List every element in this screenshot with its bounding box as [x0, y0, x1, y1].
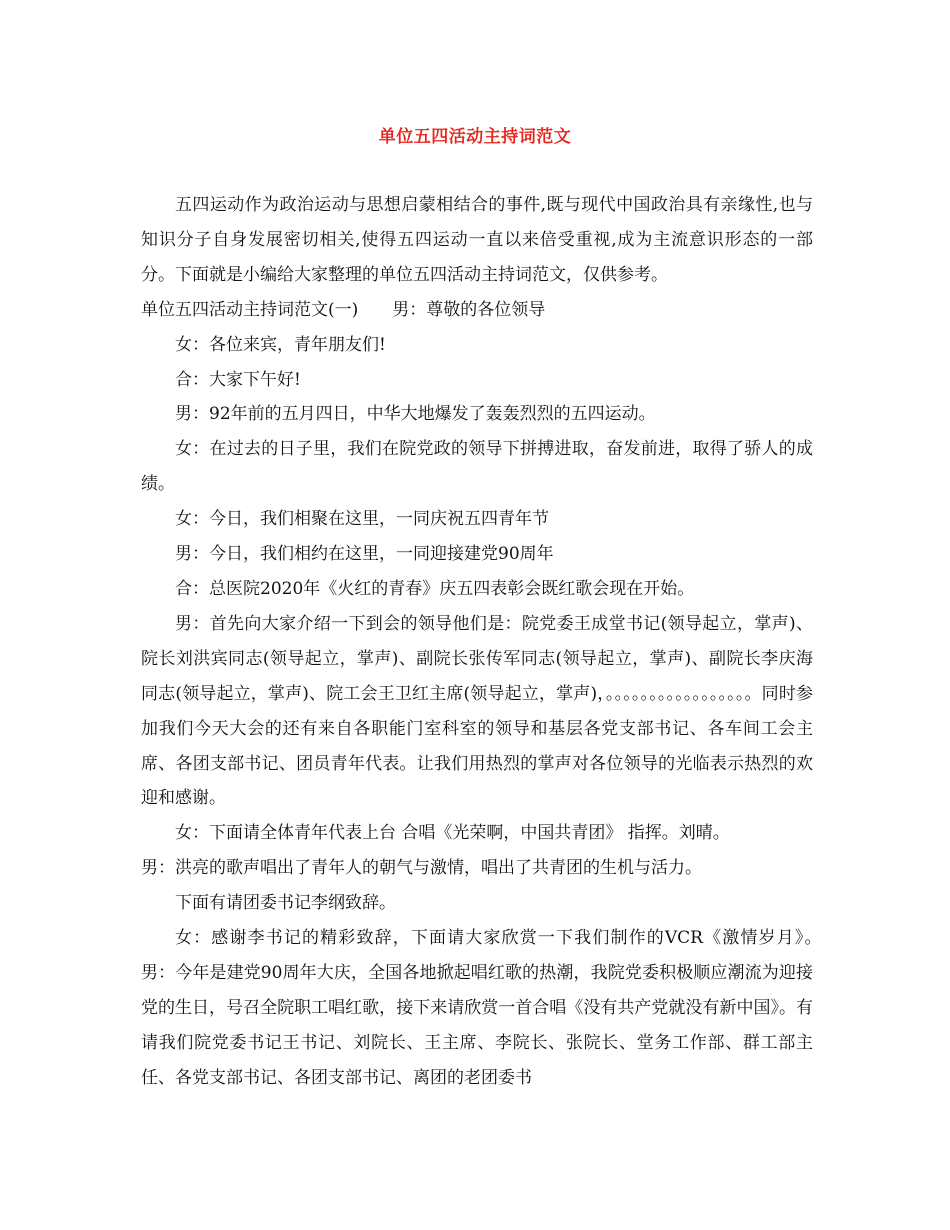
paragraph: 下面有请团委书记李纲致辞。 [175, 893, 396, 914]
paragraph: 合：总医院2020年《火红的青春》庆五四表彰会既红歌会现在开始。 [175, 578, 695, 599]
paragraph: 女：在过去的日子里，我们在院党政的领导下拼搏进取，奋发前进，取得了骄人的成绩。 [141, 439, 813, 495]
page-title: 单位五四活动主持词范文 [378, 127, 572, 147]
paragraph: 五四运动作为政治运动与思想启蒙相结合的事件,既与现代中国政治具有亲缘性,也与知识分子自身发展密切相关,使得五四运动一直以来倍受重视,成为主流意识形态的一部分。下面就是小编给大家整理的单位五四活动主持词范文，仅供参考。 [141, 195, 813, 285]
paragraph: 男：首先向大家介绍一下到会的领导他们是：院党委王成堂书记(领导起立，掌声)、院长刘洪宾同志(领导起立，掌声)、副院长张传军同志(领导起立，掌声)、副院长李庆海同志(领导起立，掌声)、院工会王卫红主席(领导起立，掌声)，。。。。。。。。。。。。。。。。。同时参加我们今天大会的还有来自各职能门室科室的领导和基层各党支部书记、各车间工会主席、各团支部书记、团员青年代表。让我们用热烈的掌声对各位领导的光临表示热烈的欢迎和感谢。 [141, 613, 813, 809]
paragraph: 男：洪亮的歌声唱出了青年人的朝气与激情，唱出了共青团的生机与活力。 [141, 858, 702, 879]
paragraph: 男：92年前的五月四日，中华大地爆发了轰轰烈烈的五四运动。 [175, 404, 656, 425]
paragraph: 合：大家下午好! [175, 369, 301, 390]
paragraph: 女：下面请全体青年代表上台 合唱《光荣啊，中国共青团》 指挥。刘晴。 [175, 823, 730, 844]
paragraph: 女：各位来宾，青年朋友们! [175, 334, 386, 355]
document-body [141, 188, 830, 1096]
paragraph: 单位五四活动主持词范文(一) 男：尊敬的各位领导 [141, 299, 546, 320]
paragraph: 男：今日，我们相约在这里，一同迎接建党90周年 [175, 544, 554, 565]
paragraph: 女：感谢李书记的精彩致辞，下面请大家欣赏一下我们制作的VCR《激情岁月》。 男：今年是建党90周年大庆，全国各地掀起唱红歌的热潮，我院党委积极顺应潮流为迎接党的生日，号召全院职工唱红歌，接下来请欣赏一首合唱《没有共产党就没有新中国》。有请我们院党委书记王书记、刘院长、王主席、李院长、张院长、堂务工作部、群工部主任、各党支部书记、各团支部书记、离团的老团委书 [141, 928, 830, 1088]
paragraph: 女：今日，我们相聚在这里，一同庆祝五四青年节 [175, 509, 549, 530]
